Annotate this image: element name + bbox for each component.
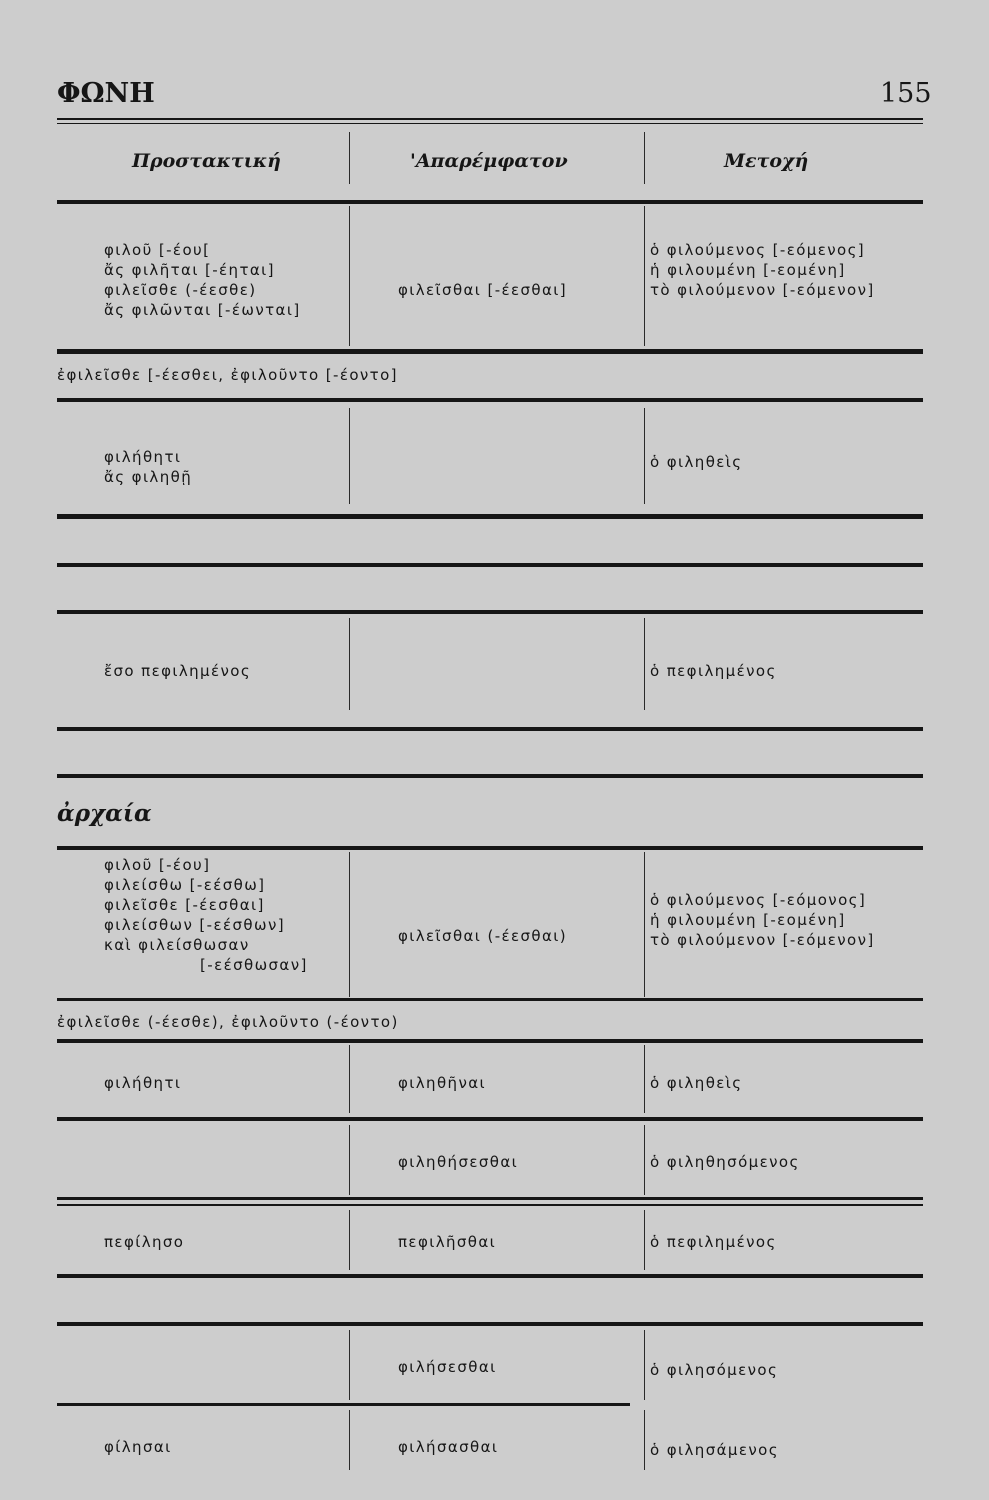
form-line: ὁ φιλούμενος [-εόμενος] [650, 241, 866, 259]
section-title-ancient: ἀρχαία [57, 800, 152, 827]
form-line: ἡ φιλουμένη [-εομένη] [650, 911, 846, 929]
form-line: φιλοῦ [-έου[ [104, 241, 211, 259]
column-divider [349, 1330, 350, 1400]
form-line: φιλείσθω [-εέσθω] [104, 876, 266, 894]
ancient-future-middle-infinitive: φιλήσεσθαι [398, 1358, 497, 1376]
ancient-aorist-imperative: φιλήθητι [104, 1074, 182, 1092]
table-rule-heavy [57, 514, 923, 519]
table-rule [57, 998, 923, 1001]
column-divider [644, 132, 645, 184]
modern-present-participle [650, 240, 875, 300]
table-rule-heavy [57, 563, 923, 567]
form-line: ἄς φιληθῇ [104, 468, 193, 486]
column-divider [644, 1125, 645, 1195]
table-rule-heavy [57, 610, 923, 614]
ancient-present-imperative [104, 855, 308, 975]
column-divider [644, 408, 645, 504]
column-divider [349, 852, 350, 997]
ancient-aorist-middle-infinitive: φιλήσασθαι [398, 1438, 499, 1456]
table-rule-heavy [57, 349, 923, 354]
column-divider [349, 1045, 350, 1113]
form-line: ἡ φιλουμένη [-εομένη] [650, 261, 846, 279]
column-divider [349, 1410, 350, 1470]
table-rule-heavy [57, 1039, 923, 1043]
page-number: 155 [880, 78, 932, 109]
ancient-imperfect-line: ἐφιλεῖσθε (-έεσθε), ἐφιλοῦντο (-έοντο) [57, 1013, 399, 1031]
column-divider [349, 206, 350, 346]
column-divider [349, 1210, 350, 1270]
column-heading-participle: Μετοχή [724, 150, 809, 172]
form-line: ὁ φιλούμενος [-εόμονος] [650, 891, 867, 909]
modern-aorist-participle: ὁ φιληθεὶς [650, 453, 743, 471]
table-rule-partial [57, 1403, 630, 1406]
form-line: ἄς φιλῶνται [-έωνται] [104, 301, 301, 319]
ancient-perfect-infinitive: πεφιλῆσθαι [398, 1233, 497, 1251]
column-heading-imperative: Προστακτική [132, 150, 281, 172]
modern-imperfect-line: ἐφιλεῖσθε [-έεσθει, ἐφιλοῦντο [-έοντο] [57, 366, 398, 384]
ancient-perfect-participle: ὁ πεφιλημένος [650, 1233, 777, 1251]
column-divider [644, 206, 645, 346]
column-heading-infinitive: 'Απαρέμφατον [410, 150, 568, 172]
table-rule-heavy [57, 1322, 923, 1326]
table-rule-heavy [57, 727, 923, 731]
form-line: τὸ φιλούμενον [-εόμενον] [650, 931, 875, 949]
form-line: φιλοῦ [-έου] [104, 856, 211, 874]
table-rule-heavy [57, 1274, 923, 1278]
ancient-aorist-middle-imperative: φίλησαι [104, 1438, 172, 1456]
ancient-present-participle [650, 890, 875, 950]
column-divider [644, 1210, 645, 1270]
ancient-future-middle-participle: ὁ φιλησόμενος [650, 1361, 779, 1379]
header-rule [57, 118, 923, 120]
ancient-present-infinitive: φιλεῖσθαι (-έεσθαι) [398, 927, 568, 945]
modern-present-imperative [104, 240, 301, 320]
column-divider [644, 1330, 645, 1400]
column-divider [349, 132, 350, 184]
ancient-aorist-participle: ὁ φιληθεὶς [650, 1074, 743, 1092]
header-rule-thin [57, 123, 923, 124]
column-divider [644, 1045, 645, 1113]
column-divider [644, 1410, 645, 1470]
form-line: ἄς φιλῆται [-έηται] [104, 261, 275, 279]
ancient-future-passive-participle: ὁ φιληθησόμενος [650, 1153, 800, 1171]
table-rule-heavy [57, 1117, 923, 1121]
modern-perfect-imperative: ἔσο πεφιλημένος [104, 662, 252, 680]
form-line: καὶ φιλείσθωσαν [104, 936, 250, 954]
modern-perfect-participle: ὁ πεφιλημένος [650, 662, 777, 680]
modern-present-infinitive: φιλεῖσθαι [-έεσθαι] [398, 281, 568, 299]
form-line: φιλεῖσθε (-έεσθε) [104, 281, 257, 299]
running-head-title: ΦΩΝΗ [57, 78, 155, 109]
form-line: φιλείσθων [-εέσθων] [104, 916, 285, 934]
column-divider [349, 1125, 350, 1195]
table-rule [57, 1197, 923, 1200]
ancient-aorist-middle-participle: ὁ φιλησάμενος [650, 1441, 779, 1459]
table-rule-heavy [57, 774, 923, 778]
form-line: [-εέσθωσαν] [200, 956, 308, 974]
column-divider [349, 408, 350, 504]
column-divider [644, 852, 645, 997]
modern-aorist-imperative [104, 447, 192, 487]
table-rule-heavy [57, 846, 923, 850]
ancient-aorist-infinitive: φιληθῆναι [398, 1074, 486, 1092]
table-rule-heavy [57, 398, 923, 402]
table-rule-heavy [57, 200, 923, 204]
form-line: φιλεῖσθε [-έεσθαι] [104, 896, 265, 914]
ancient-future-passive-infinitive: φιληθήσεσθαι [398, 1153, 519, 1171]
column-divider [644, 618, 645, 710]
ancient-perfect-imperative: πεφίλησο [104, 1233, 185, 1251]
table-rule-thin [57, 1204, 923, 1206]
form-line: φιλήθητι [104, 448, 182, 466]
column-divider [349, 618, 350, 710]
form-line: τὸ φιλούμενον [-εόμενον] [650, 281, 875, 299]
